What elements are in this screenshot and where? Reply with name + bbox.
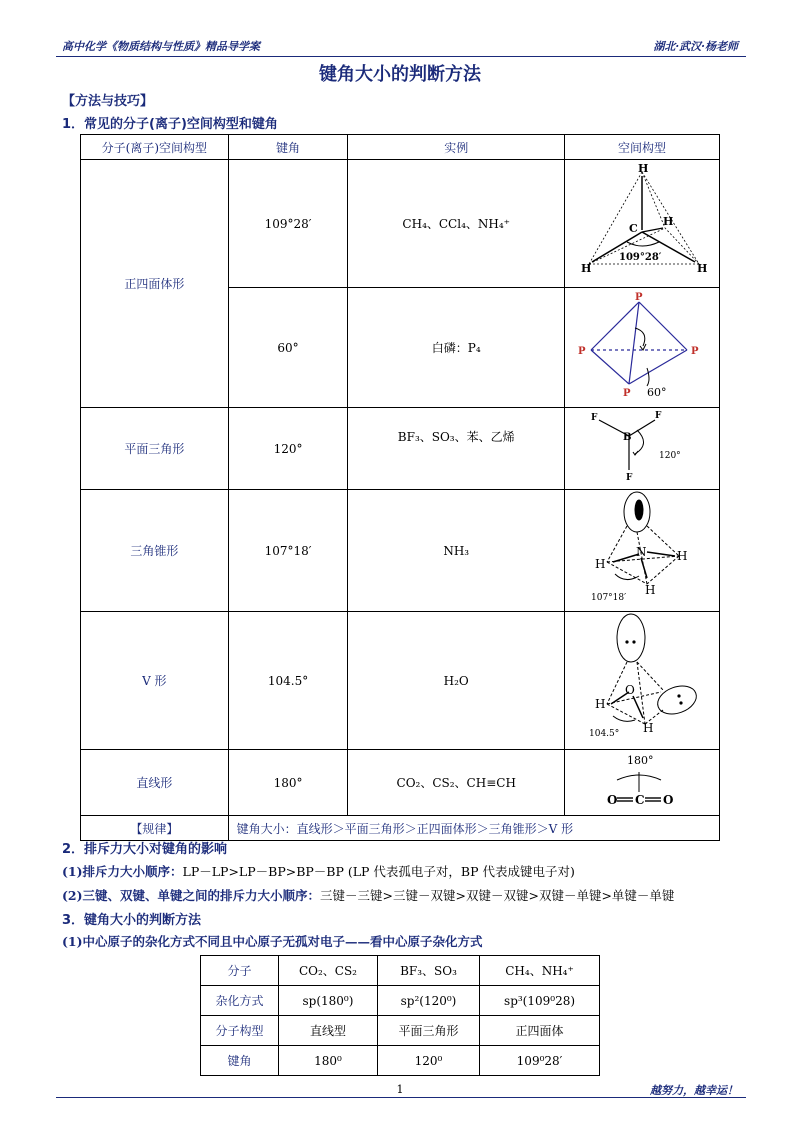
example: NH₃	[348, 490, 565, 612]
row-label: 杂化方式	[201, 986, 279, 1016]
atom-label: F	[654, 411, 662, 421]
section3-heading: 3．键角大小的判断方法	[62, 913, 202, 928]
atom-label: H	[696, 262, 708, 275]
table-row	[81, 750, 720, 816]
page-title: 键角大小的判断方法	[319, 64, 481, 85]
atom-label: O	[624, 683, 635, 697]
table-cell: CO₂、CS₂	[279, 956, 378, 986]
shape-name: V 形	[81, 612, 229, 750]
header-divider	[56, 56, 746, 57]
example: CO₂、CS₂、CH≡CH	[348, 750, 565, 816]
bond-angle: 109°28′	[228, 160, 348, 288]
angle-label: 109°28′	[618, 252, 662, 263]
page-number: 1	[396, 1083, 404, 1096]
header-left: 高中化学《物质结构与性质》精品导学案	[62, 40, 260, 53]
bond-angle: 60°	[228, 288, 348, 408]
method-label: 【方法与技巧】	[62, 94, 154, 109]
table-row	[201, 1016, 600, 1046]
example: H₂O	[348, 612, 565, 750]
bond-angle: 107°18′	[228, 490, 348, 612]
hybridization-table	[200, 955, 600, 1076]
s2-line2-label: (2)三键、双键、单键之间的排斥力大小顺序：	[62, 888, 321, 903]
atom-label: P	[577, 346, 586, 357]
table-row	[81, 490, 720, 612]
s2-line2-text: 三键－三键>三键－双键>双键－双键>双键－单键>单键－单键	[320, 888, 675, 903]
table-cell: 平面三角形	[377, 1016, 479, 1046]
atom-label: H	[594, 557, 606, 571]
s2-line1-text: LP－LP>LP－BP>BP－BP (LP 代表孤电子对，BP 代表成键电子对)	[182, 864, 575, 879]
table-row	[81, 160, 720, 288]
rule-text: 键角大小：直线形＞平面三角形＞正四面体形＞三角锥形＞V 形	[228, 816, 719, 841]
footer-motto: 越努力，越幸运！	[650, 1084, 738, 1097]
bf3-figure	[564, 408, 719, 490]
table-header: 分子(离子)空间构型	[81, 135, 229, 160]
table-row	[201, 986, 600, 1016]
rule-row	[81, 816, 720, 841]
s2-line1-label: (1)排斥力大小顺序：	[62, 864, 183, 879]
s2-line1	[62, 862, 575, 880]
table-cell: CH₄、NH₄⁺	[480, 956, 600, 986]
h2o-figure	[564, 612, 719, 750]
atom-label: P	[690, 346, 699, 357]
table-cell: sp³(109⁰28)	[480, 986, 600, 1016]
table-row	[201, 956, 600, 986]
atom-label: C	[628, 222, 638, 235]
atom-label: C	[634, 793, 645, 807]
bond-angle: 120°	[228, 408, 348, 490]
table-cell: 正四面体	[480, 1016, 600, 1046]
table-cell: 120⁰	[377, 1046, 479, 1076]
nh3-figure	[564, 490, 719, 612]
shape-name: 正四面体形	[81, 160, 229, 408]
shape-name: 直线形	[81, 750, 229, 816]
atom-label: P	[634, 292, 643, 303]
row-label: 分子	[201, 956, 279, 986]
angle-label: 107°18′	[590, 593, 627, 603]
section1-heading: 1．常见的分子(离子)空间构型和键角	[62, 117, 278, 132]
example: 白磷：P₄	[348, 288, 565, 408]
bond-angle: 104.5°	[228, 612, 348, 750]
co2-figure	[564, 750, 719, 816]
atom-label: O	[662, 793, 674, 807]
row-label: 分子构型	[201, 1016, 279, 1046]
table-header-row	[81, 135, 720, 160]
section2-heading: 2．排斥力大小对键角的影响	[62, 842, 228, 857]
atom-label: H	[644, 583, 656, 597]
atom-label: H	[637, 162, 649, 175]
atom-label: H	[642, 721, 654, 735]
atom-label: B	[622, 432, 632, 443]
rule-label: 【规律】	[81, 816, 229, 841]
atom-label: H	[676, 549, 688, 563]
table-row	[81, 408, 720, 490]
ch4-figure	[564, 160, 719, 288]
table-row	[201, 1046, 600, 1076]
atom-label: F	[625, 473, 633, 483]
angle-label: 120°	[658, 451, 681, 461]
atom-label: H	[580, 262, 592, 275]
atom-label: H	[662, 215, 674, 228]
shape-name: 平面三角形	[81, 408, 229, 490]
table-header: 空间构型	[564, 135, 719, 160]
table-row	[81, 612, 720, 750]
s2-line2	[62, 886, 674, 904]
atom-label: O	[606, 793, 618, 807]
row-label: 键角	[201, 1046, 279, 1076]
s3-line1: (1)中心原子的杂化方式不同且中心原子无孤对电子——看中心原子杂化方式	[62, 934, 483, 949]
angle-label: 60°	[646, 386, 667, 399]
atom-label: H	[594, 697, 606, 711]
angle-label: 104.5°	[588, 729, 620, 739]
atom-label: N	[635, 545, 647, 559]
shape-name: 三角锥形	[81, 490, 229, 612]
atom-label: P	[622, 388, 631, 399]
table-cell: sp²(120⁰)	[377, 986, 479, 1016]
table-header: 键角	[228, 135, 348, 160]
table-cell: 109⁰28′	[480, 1046, 600, 1076]
table-cell: 直线型	[279, 1016, 378, 1046]
footer-divider	[56, 1097, 746, 1098]
shape-angle-table	[80, 134, 720, 841]
table-cell: sp(180⁰)	[279, 986, 378, 1016]
example: BF₃、SO₃、苯、乙烯	[348, 408, 565, 490]
table-header: 实例	[348, 135, 565, 160]
table-cell: BF₃、SO₃	[377, 956, 479, 986]
angle-label: 180°	[626, 754, 654, 767]
atom-label: F	[590, 413, 598, 423]
bond-angle: 180°	[228, 750, 348, 816]
example: CH₄、CCl₄、NH₄⁺	[348, 160, 565, 288]
p4-figure	[564, 288, 719, 408]
table-cell: 180⁰	[279, 1046, 378, 1076]
header-right: 湖北·武汉·杨老师	[653, 40, 738, 53]
